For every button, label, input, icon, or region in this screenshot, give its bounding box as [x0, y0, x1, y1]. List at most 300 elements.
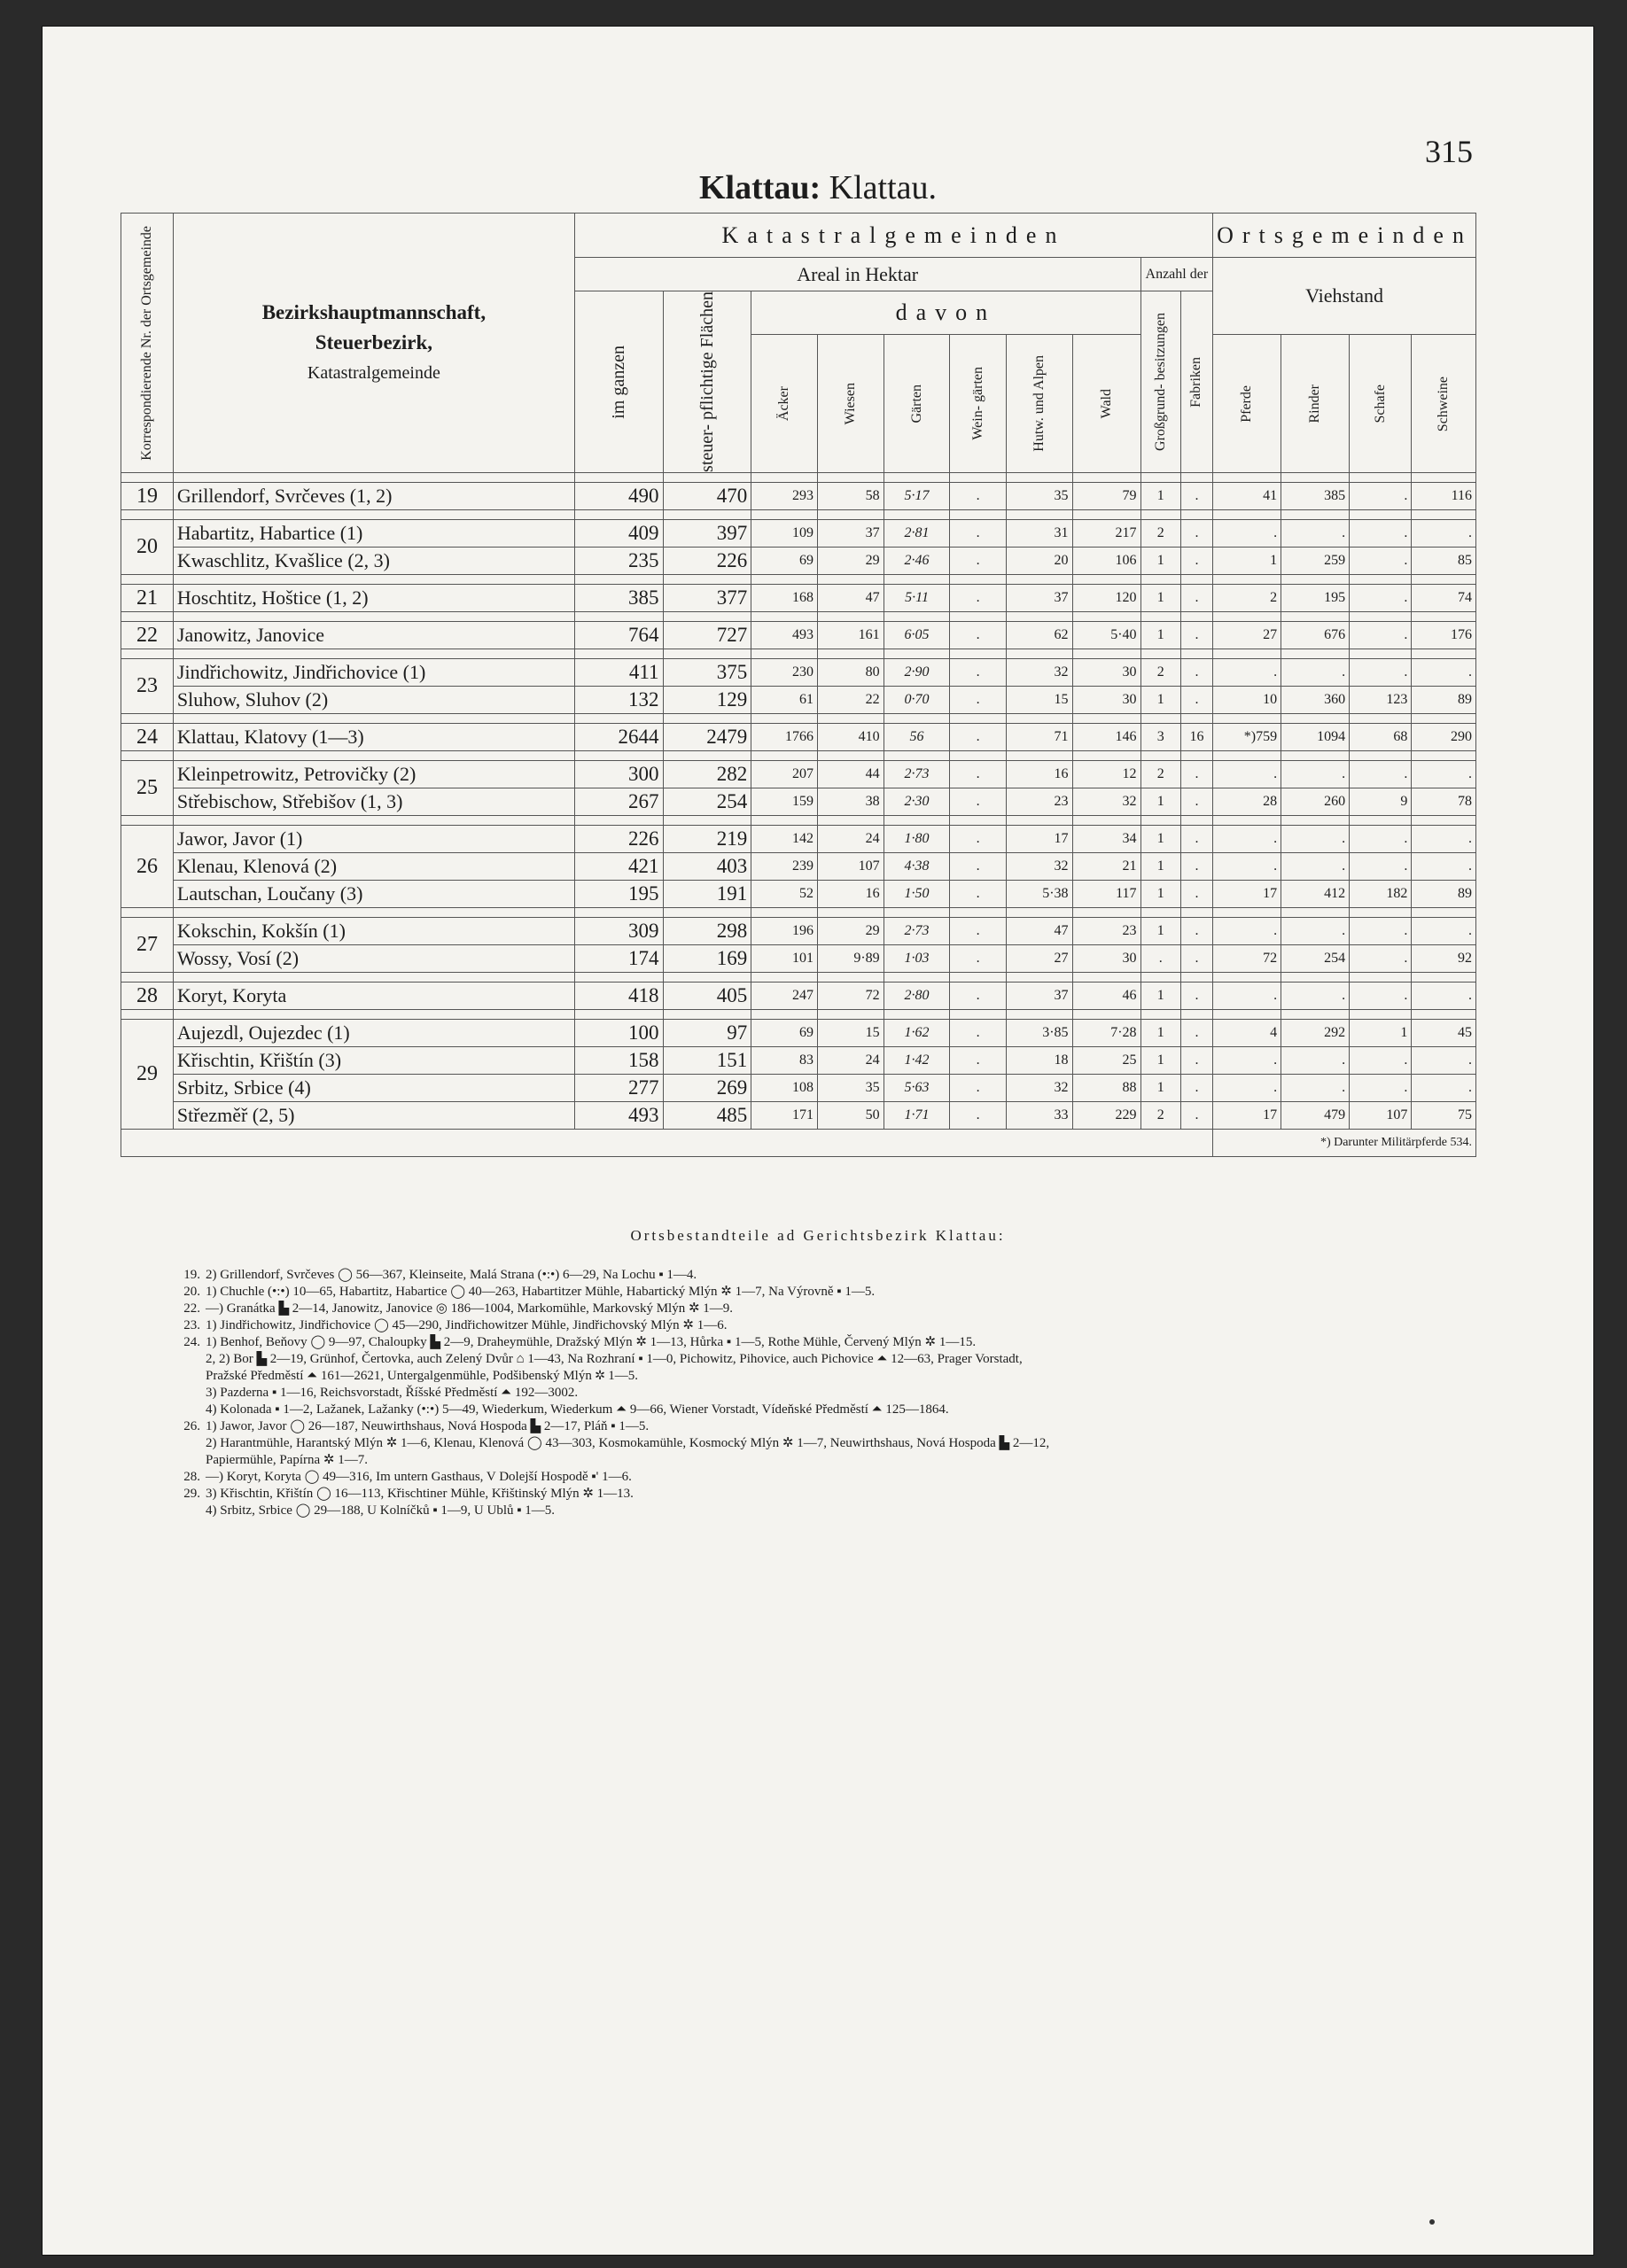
table-row	[121, 621, 1476, 649]
cell-gaerten: 0·70	[884, 686, 950, 713]
cell-wein: .	[950, 788, 1006, 815]
cell-ganz: 277	[574, 1074, 663, 1101]
municipality-name: Střezměř (2, 5)	[173, 1101, 574, 1129]
header-rowno: Korrespondierende Nr. der Ortsgemeinde	[121, 214, 174, 473]
header-wiesen: Wiesen	[817, 335, 884, 473]
cell-rinder: .	[1281, 825, 1350, 852]
table-row	[121, 917, 1476, 944]
locality-note	[175, 1334, 1478, 1351]
cell-wald: 79	[1072, 482, 1140, 509]
cell-ganz: 267	[574, 788, 663, 815]
table-row	[121, 482, 1476, 509]
municipality-name: Kwaschlitz, Kvašlice (2, 3)	[173, 547, 574, 574]
cell-pferde: .	[1213, 917, 1281, 944]
cell-steuer: 191	[663, 880, 751, 907]
cell-steuer: 269	[663, 1074, 751, 1101]
cell-rinder: .	[1281, 852, 1350, 880]
localities-title: Ortsbestandteile ad Gerichtsbezirk Klattau:	[630, 1227, 1006, 1244]
header-grossgrund: Großgrund- besitzungen	[1140, 291, 1180, 473]
cell-aecker: 69	[751, 547, 818, 574]
header-rinder: Rinder	[1281, 335, 1350, 473]
cell-schweine: 176	[1412, 621, 1476, 649]
row-number: 22	[121, 621, 174, 649]
municipality-name: Klattau, Klatovy (1—3)	[173, 723, 574, 750]
cell-rinder: 1094	[1281, 723, 1350, 750]
row-separator	[121, 815, 1476, 825]
cell-hutw: 35	[1006, 482, 1072, 509]
locality-note-number: 26.	[183, 1419, 200, 1433]
cell-steuer: 403	[663, 852, 751, 880]
cell-schweine: 74	[1412, 584, 1476, 611]
locality-note-text: 3) Pazderna ▪ 1—16, Reichsvorstadt, Říšské Předměstí ⏶ 192—3002.	[206, 1386, 579, 1400]
cell-wald: 23	[1072, 917, 1140, 944]
cell-schweine: .	[1412, 519, 1476, 547]
cell-steuer: 470	[663, 482, 751, 509]
cell-fab: 16	[1180, 723, 1212, 750]
cell-gross: 2	[1140, 519, 1180, 547]
locality-note	[175, 1469, 1478, 1486]
cell-fab: .	[1180, 1046, 1212, 1074]
cell-hutw: 27	[1006, 944, 1072, 972]
cell-ganz: 418	[574, 982, 663, 1009]
row-separator	[121, 750, 1476, 760]
cell-wein: .	[950, 519, 1006, 547]
localities-notes	[175, 1267, 1478, 1519]
municipality-name: Hoschtitz, Hoštice (1, 2)	[173, 584, 574, 611]
header-fabriken: Fabriken	[1180, 291, 1212, 473]
row-number: 19	[121, 482, 174, 509]
table-row	[121, 852, 1476, 880]
cell-aecker: 108	[751, 1074, 818, 1101]
cell-gaerten: 2·73	[884, 917, 950, 944]
cell-aecker: 109	[751, 519, 818, 547]
cell-pferde: .	[1213, 658, 1281, 686]
cell-hutw: 37	[1006, 584, 1072, 611]
cell-wald: 30	[1072, 658, 1140, 686]
cell-steuer: 405	[663, 982, 751, 1009]
cell-rinder: .	[1281, 917, 1350, 944]
locality-note	[175, 1368, 1478, 1385]
cell-steuer: 2479	[663, 723, 751, 750]
municipality-name: Jawor, Javor (1)	[173, 825, 574, 852]
cell-pferde: 4	[1213, 1019, 1281, 1046]
locality-note	[175, 1385, 1478, 1402]
cell-wein: .	[950, 584, 1006, 611]
cell-wald: 34	[1072, 825, 1140, 852]
row-number: 23	[121, 658, 174, 713]
locality-note	[175, 1402, 1478, 1418]
cell-schweine: .	[1412, 1074, 1476, 1101]
cell-wiesen: 37	[817, 519, 884, 547]
cell-gaerten: 1·50	[884, 880, 950, 907]
cell-steuer: 169	[663, 944, 751, 972]
cell-aecker: 69	[751, 1019, 818, 1046]
cell-aecker: 196	[751, 917, 818, 944]
cell-wein: .	[950, 1046, 1006, 1074]
cell-gross: 1	[1140, 825, 1180, 852]
cell-pferde: .	[1213, 825, 1281, 852]
municipality-name: Habartitz, Habartice (1)	[173, 519, 574, 547]
row-separator	[121, 907, 1476, 917]
header-schweine: Schweine	[1412, 335, 1476, 473]
cell-ganz: 309	[574, 917, 663, 944]
cell-fab: .	[1180, 917, 1212, 944]
locality-note	[175, 1267, 1478, 1284]
cell-rinder: 385	[1281, 482, 1350, 509]
municipality-name: Janowitz, Janovice	[173, 621, 574, 649]
cell-ganz: 764	[574, 621, 663, 649]
row-separator	[121, 649, 1476, 658]
cell-steuer: 727	[663, 621, 751, 649]
row-number: 20	[121, 519, 174, 574]
cell-gross: 1	[1140, 852, 1180, 880]
cell-wein: .	[950, 547, 1006, 574]
cell-wein: .	[950, 825, 1006, 852]
locality-note	[175, 1301, 1478, 1317]
cell-pferde: 28	[1213, 788, 1281, 815]
cell-wald: 25	[1072, 1046, 1140, 1074]
cell-gross: 1	[1140, 482, 1180, 509]
header-gaerten: Gärten	[884, 335, 950, 473]
cell-hutw: 62	[1006, 621, 1072, 649]
cell-gross: 1	[1140, 917, 1180, 944]
header-katastral: Katastralgemeinden	[574, 214, 1212, 258]
cell-wald: 32	[1072, 788, 1140, 815]
cell-gross: .	[1140, 944, 1180, 972]
cell-wald: 146	[1072, 723, 1140, 750]
cell-steuer: 219	[663, 825, 751, 852]
table-row	[121, 760, 1476, 788]
cell-wein: .	[950, 1101, 1006, 1129]
cell-aecker: 101	[751, 944, 818, 972]
cell-fab: .	[1180, 482, 1212, 509]
cell-rinder: 479	[1281, 1101, 1350, 1129]
cell-ganz: 132	[574, 686, 663, 713]
cell-pferde: .	[1213, 982, 1281, 1009]
locality-note-text: 2) Grillendorf, Svrčeves ◯ 56—367, Kleinseite, Malá Strana (•:•) 6—29, Na Lochu ▪ 1—4.	[206, 1268, 697, 1282]
cell-schafe: .	[1350, 944, 1412, 972]
row-separator	[121, 574, 1476, 584]
cell-rinder: 360	[1281, 686, 1350, 713]
cell-gross: 2	[1140, 760, 1180, 788]
cell-steuer: 97	[663, 1019, 751, 1046]
cell-hutw: 32	[1006, 852, 1072, 880]
cell-steuer: 375	[663, 658, 751, 686]
municipality-name: Klenau, Klenová (2)	[173, 852, 574, 880]
cell-gross: 1	[1140, 621, 1180, 649]
cell-gross: 1	[1140, 1046, 1180, 1074]
table-row	[121, 1019, 1476, 1046]
cell-wiesen: 47	[817, 584, 884, 611]
cell-rinder: .	[1281, 1074, 1350, 1101]
cell-gross: 1	[1140, 547, 1180, 574]
cell-schafe: .	[1350, 547, 1412, 574]
cell-schweine: 78	[1412, 788, 1476, 815]
cell-gaerten: 1·42	[884, 1046, 950, 1074]
cell-pferde: .	[1213, 760, 1281, 788]
row-separator	[121, 972, 1476, 982]
ink-spot	[1429, 2219, 1435, 2225]
locality-note-text: 2) Harantmühle, Harantský Mlýn ✲ 1—6, Klenau, Klenová ◯ 43—303, Kosmokamühle, Kosmocký Mlýn ✲ 1—7, Neuwirthshaus, Nová Hospoda ▙ 2—12,	[206, 1436, 1050, 1450]
cell-schweine: 89	[1412, 686, 1476, 713]
row-number: 27	[121, 917, 174, 972]
cell-pferde: 17	[1213, 1101, 1281, 1129]
table-row	[121, 1046, 1476, 1074]
cell-rinder: 259	[1281, 547, 1350, 574]
cell-gaerten: 2·46	[884, 547, 950, 574]
municipality-name: Křischtin, Křištín (3)	[173, 1046, 574, 1074]
cell-gross: 1	[1140, 1074, 1180, 1101]
header-district: Bezirkshauptmannschaft, Steuerbezirk, Katastralgemeinde	[173, 214, 574, 473]
row-separator	[121, 509, 1476, 519]
cell-steuer: 397	[663, 519, 751, 547]
header-weingaerten: Wein- gärten	[950, 335, 1006, 473]
row-number: 24	[121, 723, 174, 750]
municipality-name: Sluhow, Sluhov (2)	[173, 686, 574, 713]
locality-note-number: 28.	[183, 1470, 200, 1484]
cell-schafe: 9	[1350, 788, 1412, 815]
cell-wein: .	[950, 1019, 1006, 1046]
table-body	[121, 472, 1476, 1156]
table-row	[121, 825, 1476, 852]
municipality-name: Wossy, Vosí (2)	[173, 944, 574, 972]
row-number: 29	[121, 1019, 174, 1129]
cell-schweine: 290	[1412, 723, 1476, 750]
municipality-name: Lautschan, Loučany (3)	[173, 880, 574, 907]
cell-fab: .	[1180, 880, 1212, 907]
table-row	[121, 982, 1476, 1009]
cell-gross: 1	[1140, 1019, 1180, 1046]
cell-ganz: 174	[574, 944, 663, 972]
cell-wiesen: 72	[817, 982, 884, 1009]
locality-note	[175, 1486, 1478, 1503]
cell-gaerten: 2·30	[884, 788, 950, 815]
cell-pferde: 72	[1213, 944, 1281, 972]
header-hutw: Hutw. und Alpen	[1006, 335, 1072, 473]
cell-aecker: 247	[751, 982, 818, 1009]
row-separator	[121, 472, 1476, 482]
cell-hutw: 18	[1006, 1046, 1072, 1074]
cell-wein: .	[950, 852, 1006, 880]
table-row	[121, 519, 1476, 547]
cell-ganz: 226	[574, 825, 663, 852]
cell-wein: .	[950, 917, 1006, 944]
cell-wein: .	[950, 880, 1006, 907]
locality-note-number: 24.	[183, 1335, 200, 1349]
cell-schafe: 107	[1350, 1101, 1412, 1129]
page-number: 315	[1425, 134, 1473, 169]
cell-ganz: 300	[574, 760, 663, 788]
cell-schafe: 182	[1350, 880, 1412, 907]
cell-hutw: 5·38	[1006, 880, 1072, 907]
locality-note	[175, 1351, 1478, 1368]
footnote-row	[121, 1129, 1476, 1156]
cell-wein: .	[950, 658, 1006, 686]
cell-wald: 5·40	[1072, 621, 1140, 649]
locality-note-number: 20.	[183, 1285, 200, 1299]
cell-schweine: .	[1412, 852, 1476, 880]
cell-hutw: 47	[1006, 917, 1072, 944]
cell-wiesen: 24	[817, 1046, 884, 1074]
locality-note-text: 4) Kolonada ▪ 1—2, Lažanek, Lažanky (•:•) 5—49, Wiederkum, Wiederkum ⏶ 9—66, Wiener Vorstadt, Vídeňské Předměstí ⏶ 125—1864.	[206, 1402, 949, 1417]
cell-wiesen: 29	[817, 917, 884, 944]
cell-wald: 217	[1072, 519, 1140, 547]
page-title-bold: Klattau:	[698, 169, 821, 206]
page-title	[43, 168, 1593, 207]
cell-schweine: 85	[1412, 547, 1476, 574]
cell-fab: .	[1180, 852, 1212, 880]
cell-wald: 229	[1072, 1101, 1140, 1129]
cell-wiesen: 50	[817, 1101, 884, 1129]
cell-pferde: 41	[1213, 482, 1281, 509]
cell-schweine: .	[1412, 825, 1476, 852]
cell-wiesen: 38	[817, 788, 884, 815]
table-row	[121, 547, 1476, 574]
cell-gaerten: 5·63	[884, 1074, 950, 1101]
table-row	[121, 944, 1476, 972]
cell-schweine: .	[1412, 982, 1476, 1009]
cell-gross: 1	[1140, 686, 1180, 713]
cell-hutw: 33	[1006, 1101, 1072, 1129]
cell-wald: 7·28	[1072, 1019, 1140, 1046]
locality-note-number: 19.	[183, 1268, 200, 1282]
cell-aecker: 230	[751, 658, 818, 686]
cell-hutw: 15	[1006, 686, 1072, 713]
header-orts: Ortsgemeinden	[1213, 214, 1476, 258]
cell-schweine: .	[1412, 760, 1476, 788]
cell-rinder: 254	[1281, 944, 1350, 972]
cell-pferde: .	[1213, 1046, 1281, 1074]
cell-pferde: 10	[1213, 686, 1281, 713]
cell-wiesen: 35	[817, 1074, 884, 1101]
row-number: 25	[121, 760, 174, 815]
municipality-name: Grillendorf, Svrčeves (1, 2)	[173, 482, 574, 509]
cell-schafe: .	[1350, 482, 1412, 509]
table-row	[121, 880, 1476, 907]
cell-steuer: 129	[663, 686, 751, 713]
header-pferde: Pferde	[1213, 335, 1281, 473]
statistics-table	[121, 213, 1476, 1157]
cell-aecker: 1766	[751, 723, 818, 750]
cell-wald: 30	[1072, 686, 1140, 713]
cell-aecker: 493	[751, 621, 818, 649]
cell-wald: 120	[1072, 584, 1140, 611]
header-steuer: steuer- pflichtige Flächen	[663, 291, 751, 473]
cell-aecker: 171	[751, 1101, 818, 1129]
cell-ganz: 235	[574, 547, 663, 574]
locality-note-number: 23.	[183, 1318, 200, 1332]
cell-rinder: 412	[1281, 880, 1350, 907]
row-number: 28	[121, 982, 174, 1009]
table-row	[121, 686, 1476, 713]
cell-pferde: 27	[1213, 621, 1281, 649]
cell-rinder: .	[1281, 658, 1350, 686]
cell-hutw: 16	[1006, 760, 1072, 788]
cell-pferde: .	[1213, 852, 1281, 880]
table-row	[121, 584, 1476, 611]
cell-ganz: 490	[574, 482, 663, 509]
cell-wiesen: 15	[817, 1019, 884, 1046]
cell-schafe: .	[1350, 1046, 1412, 1074]
cell-wein: .	[950, 1074, 1006, 1101]
cell-wiesen: 24	[817, 825, 884, 852]
cell-wiesen: 29	[817, 547, 884, 574]
table-row	[121, 723, 1476, 750]
row-number: 21	[121, 584, 174, 611]
cell-rinder: 292	[1281, 1019, 1350, 1046]
locality-note-number: 29.	[183, 1487, 200, 1501]
header-davon: davon	[751, 291, 1140, 335]
cell-fab: .	[1180, 1101, 1212, 1129]
cell-steuer: 298	[663, 917, 751, 944]
cell-wiesen: 44	[817, 760, 884, 788]
table-header	[121, 214, 1476, 473]
cell-schweine: .	[1412, 658, 1476, 686]
cell-hutw: 17	[1006, 825, 1072, 852]
cell-schafe: 123	[1350, 686, 1412, 713]
cell-ganz: 2644	[574, 723, 663, 750]
cell-wein: .	[950, 982, 1006, 1009]
cell-wein: .	[950, 723, 1006, 750]
cell-hutw: 3·85	[1006, 1019, 1072, 1046]
cell-rinder: .	[1281, 760, 1350, 788]
cell-fab: .	[1180, 1019, 1212, 1046]
municipality-name: Koryt, Koryta	[173, 982, 574, 1009]
cell-fab: .	[1180, 547, 1212, 574]
row-number: 26	[121, 825, 174, 907]
cell-gaerten: 56	[884, 723, 950, 750]
locality-note	[175, 1503, 1478, 1519]
cell-aecker: 239	[751, 852, 818, 880]
row-separator	[121, 611, 1476, 621]
cell-aecker: 83	[751, 1046, 818, 1074]
cell-schafe: .	[1350, 621, 1412, 649]
cell-schafe: .	[1350, 584, 1412, 611]
municipality-name: Kokschin, Kokšín (1)	[173, 917, 574, 944]
cell-fab: .	[1180, 658, 1212, 686]
cell-gross: 1	[1140, 788, 1180, 815]
cell-fab: .	[1180, 519, 1212, 547]
cell-hutw: 37	[1006, 982, 1072, 1009]
cell-rinder: 676	[1281, 621, 1350, 649]
cell-gaerten: 1·80	[884, 825, 950, 852]
table-row	[121, 1101, 1476, 1129]
cell-fab: .	[1180, 621, 1212, 649]
cell-ganz: 411	[574, 658, 663, 686]
cell-schafe: .	[1350, 852, 1412, 880]
cell-schweine: 92	[1412, 944, 1476, 972]
cell-fab: .	[1180, 825, 1212, 852]
cell-rinder: .	[1281, 519, 1350, 547]
cell-ganz: 195	[574, 880, 663, 907]
cell-wiesen: 107	[817, 852, 884, 880]
cell-hutw: 32	[1006, 658, 1072, 686]
cell-hutw: 71	[1006, 723, 1072, 750]
cell-gaerten: 2·90	[884, 658, 950, 686]
cell-schafe: .	[1350, 825, 1412, 852]
cell-wiesen: 22	[817, 686, 884, 713]
cell-hutw: 31	[1006, 519, 1072, 547]
cell-fab: .	[1180, 760, 1212, 788]
table-row	[121, 1074, 1476, 1101]
cell-wiesen: 80	[817, 658, 884, 686]
locality-note-text: Pražské Předměstí ⏶ 161—2621, Untergalgenmühle, Podšibenský Mlýn ✲ 1—5.	[206, 1369, 638, 1383]
locality-note-number: 22.	[183, 1301, 200, 1316]
cell-steuer: 485	[663, 1101, 751, 1129]
header-areal: Areal in Hektar	[574, 258, 1140, 291]
cell-gaerten: 2·81	[884, 519, 950, 547]
cell-gross: 1	[1140, 584, 1180, 611]
